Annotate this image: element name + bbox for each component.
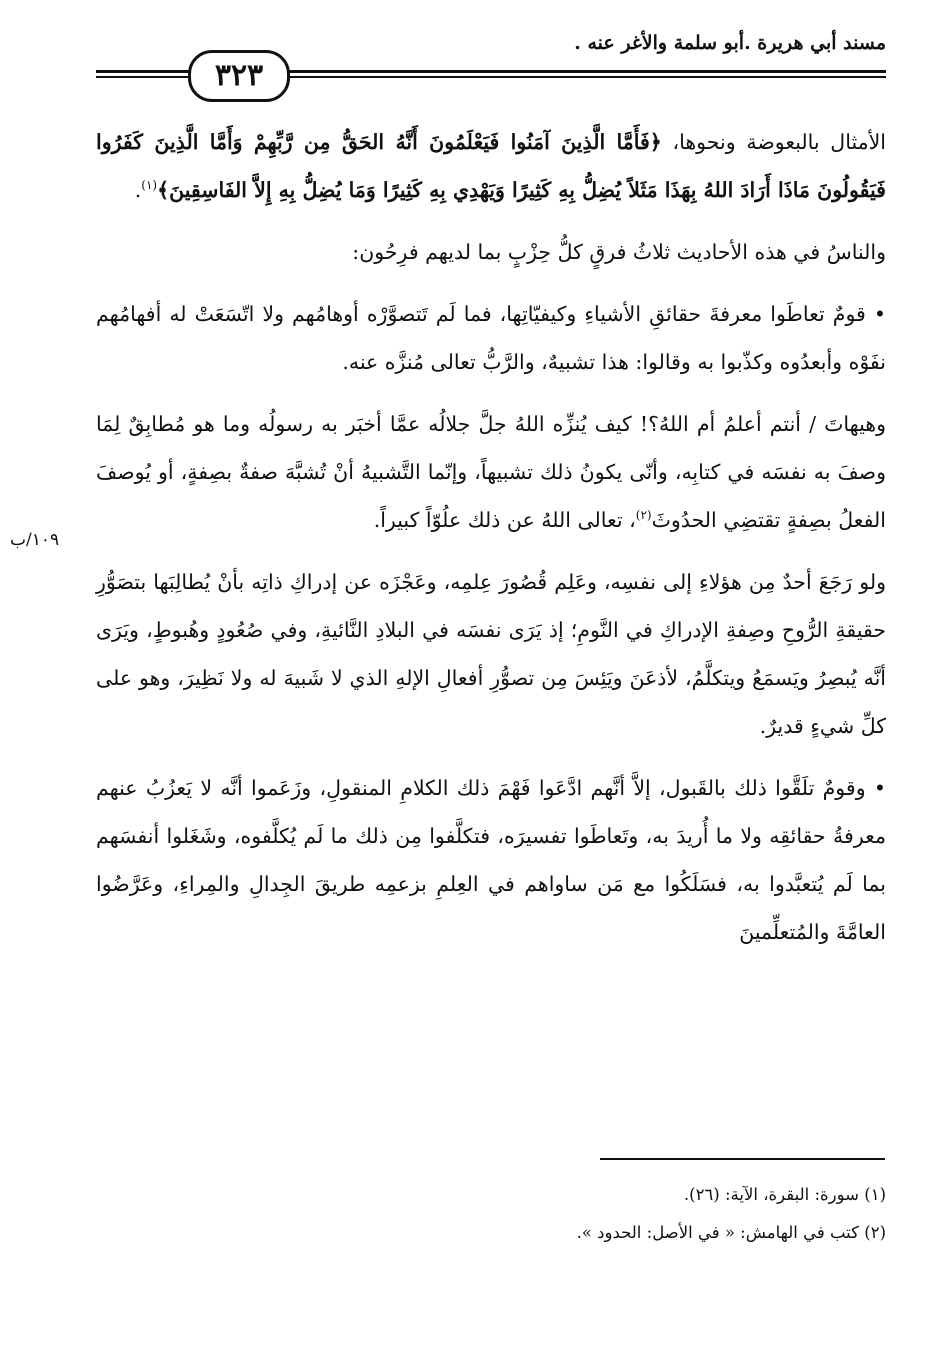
footnote-1: (١) سورة: البقرة، الآية: (٢٦). — [683, 1185, 886, 1204]
running-title: مسند أبي هريرة .أبو سلمة والأغر عنه . — [574, 32, 886, 54]
footnote-ref-1: (١) — [141, 178, 158, 193]
margin-folio-note: ١٠٩/ب — [10, 530, 60, 550]
page-header — [96, 28, 886, 98]
main-text — [96, 118, 886, 970]
footnotes — [96, 1176, 886, 1252]
rebuttal-end-text: ، تعالى اللهُ عن ذلك علُوّاً كبيراً. — [373, 508, 636, 532]
paragraph-self-reflection: ولو رَجَعَ أحدٌ مِن هؤلاءِ إلى نفسِه، وعَلِم قُصُورَ عِلمِه، وعَجْزَه عن إدراكِ ذاتِه بأنْ يُطالِبَها بتصَوُّرِ حقيقةِ الرُّوحِ وصِفةِ الإدراكِ في النَّومِ؛ إذ يَرَى نفسَه في البلادِ النَّائيةِ، وفي صُعُودٍ وهُبوطٍ، ويَرَى أنَّه يُبصِرُ ويَسمَعُ ويتكلَّمُ، لأذعَنَ ويَئِسَ مِن تصوُّرِ أفعالِ الإلهِ الذي لا شَبيهَ له ولا نَظِيرَ، وهو على كلِّ شيءٍ قديرٌ. — [96, 570, 886, 738]
page-number: ٣٢٣ — [188, 50, 290, 102]
paragraph-second-group: • وقومٌ تلَقَّوا ذلك بالقَبول، إلاَّ أنَّهم ادَّعَوا فَهْمَ ذلك الكلامِ المنقولِ، وزَعَموا أنَّه لا يَعزُبُ عنهم معرفةُ حقائقِه ولا ما أُريدَ به، وتَعاطَوا تفسيرَه، فتكلَّفوا مِن ذلك ما لَم يُكلَّفوه، وشَغَلوا أنفسَهم بما لَم يُتعبَّدوا به، فسَلَكُوا مع مَن ساواهم في العِلمِ بزعمِه طريقَ الجِدالِ والمِراءِ، وعَرَّضُوا العامَّةَ والمُتعلِّمينَ — [96, 776, 886, 944]
rebuttal-text: وهيهاتَ / أنتم أعلمُ أم اللهُ؟! كيف يُنزِّه اللهُ جلَّ جلالُه عمَّا أخبَر به رسولُه وما هو مُطابِقٌ لِمَا وصفَ به نفسَه في كتابِه، وأنّى يكونُ ذلك تشبيهاً، وإنّما التَّشبيهُ أنْ تُشبَّهَ صفةٌ بصِفةٍ، أو يُوصفَ الفعلُ بصِفةٍ تقتضِي الحدُوثَ — [96, 412, 886, 532]
footnote-separator — [600, 1158, 885, 1160]
footnote-ref-2: (٢) — [635, 508, 652, 523]
footnote-2: (٢) كتب في الهامش: « في الأصل: الحدود ». — [576, 1223, 886, 1242]
quran-verse: ﴿فَأَمَّا الَّذِينَ آمَنُوا فَيَعْلَمُونَ أَنَّهُ الحَقُّ مِن رَّبِّهِمْ وَأَمَّا الَّذِينَ كَفَرُوا فَيَقُولُونَ مَاذَا أَرَادَ اللهُ بِهَذَا مَثَلاً يُضِلُّ بِهِ كَثِيرًا وَيَهْدِي بِهِ كَثِيرًا وَمَا يُضِلُّ بِهِ إِلاَّ الفَاسِقِينَ﴾ — [96, 130, 886, 202]
paragraph-end-mark: . — [134, 178, 142, 202]
paragraph-intro-text: الأمثال بالبعوضة ونحوها، — [661, 130, 887, 154]
paragraph-three-groups: والناسُ في هذه الأحاديث ثلاثُ فرقٍ كلُّ حِزْبٍ بما لديهم فرِحُون: — [352, 240, 886, 264]
paragraph-rebuttal — [96, 400, 886, 544]
paragraph-quran-verse — [96, 118, 886, 214]
paragraph-first-group: • قومٌ تعاطَوا معرفةَ حقائقِ الأشياءِ وكيفيّاتِها، فما لَم تَتصوَّرْه أوهامُهم ولا اتّسَعَتْ له أفهامُهم نفَوْه وأبعدُوه وكذّبوا به وقالوا: هذا تشبيهٌ، والرَّبُّ تعالى مُنزَّه عنه. — [96, 302, 886, 374]
